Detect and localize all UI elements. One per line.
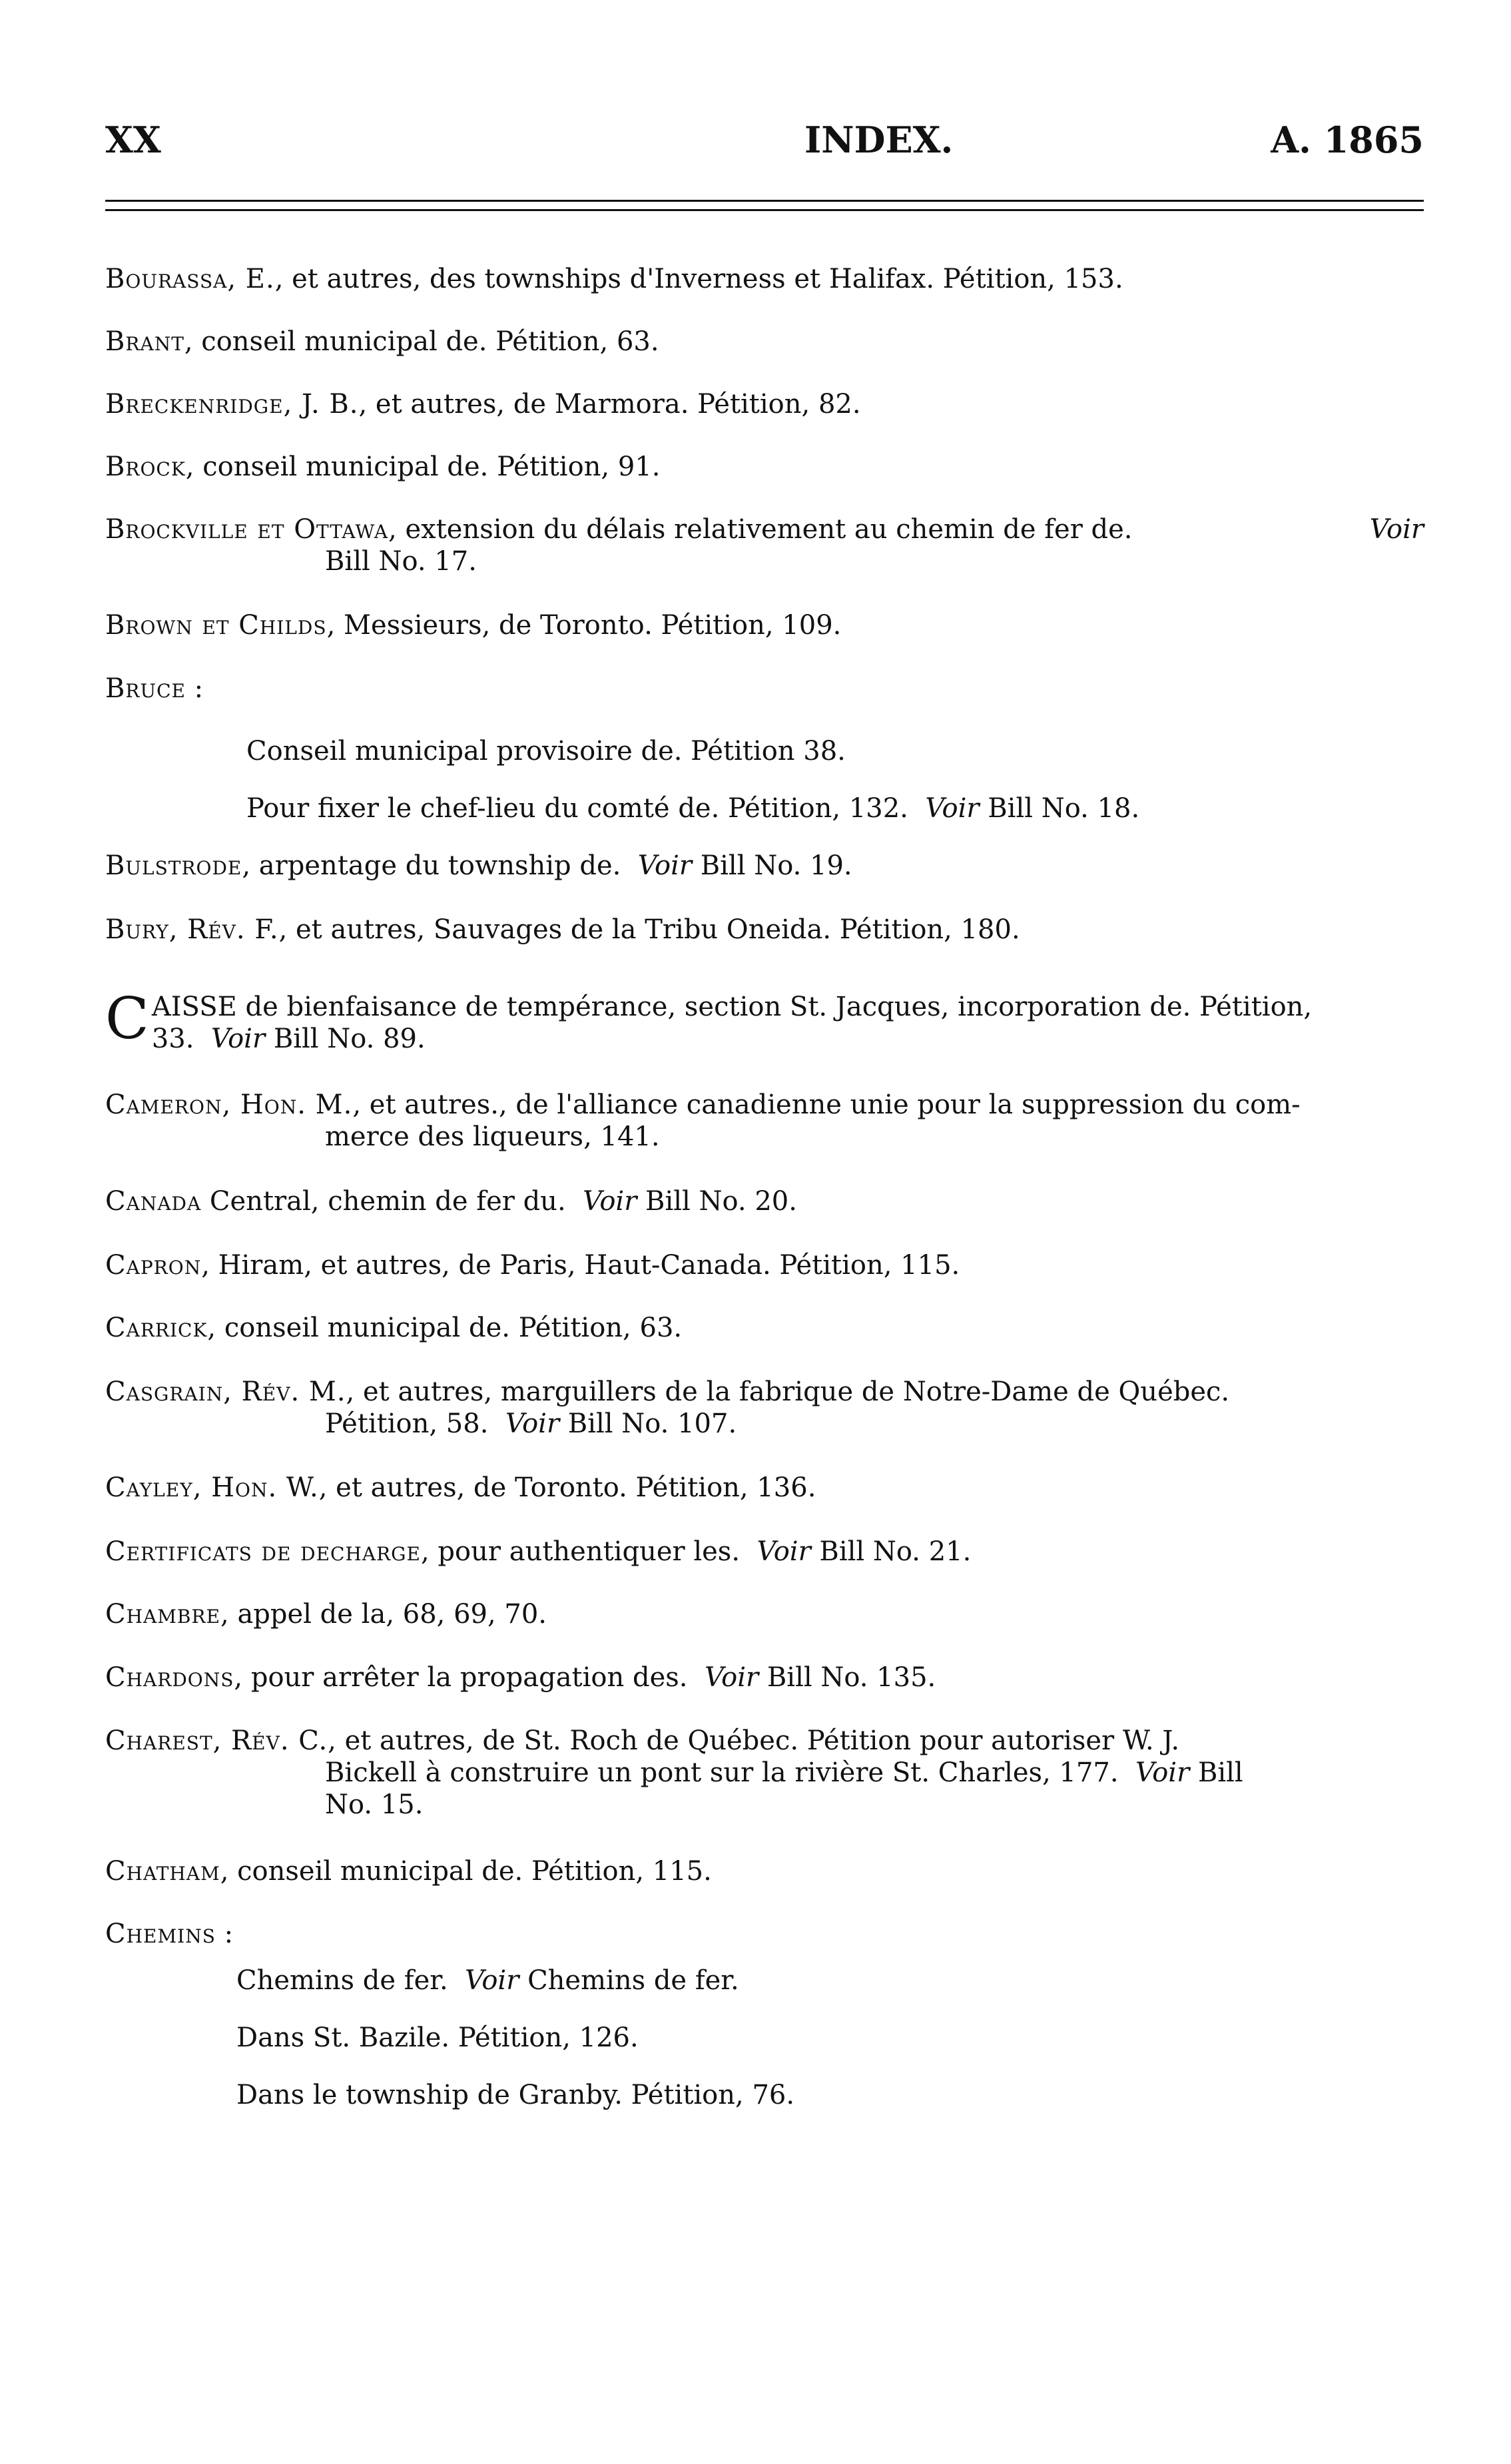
page-header <box>105 119 1424 178</box>
entry-name: Casgrain, Rév. M. <box>105 1377 346 1407</box>
entry-continuation: merce des liqueurs, 141. <box>325 1121 660 1152</box>
index-entry-chambre <box>105 1598 1424 1630</box>
entry-name: Breckenridge, J. B. <box>105 389 359 420</box>
entry-name: Brockville et Ottawa <box>105 514 389 545</box>
index-entry-brock <box>105 451 1424 483</box>
entry-name: Cameron, Hon. M. <box>105 1089 353 1120</box>
entry-name: Carrick <box>105 1313 208 1343</box>
entry-name: Brant <box>105 326 184 357</box>
page-title: INDEX. <box>804 119 954 161</box>
entry-name: Charest, Rév. C. <box>105 1725 328 1756</box>
entry-text: , et autres, de St. Roch de Québec. Pétition pour autoriser W. J. <box>328 1725 1180 1756</box>
entry-text: : <box>215 1919 234 1949</box>
entry-continuation: Bill No. 17. <box>325 546 477 577</box>
entry-text: , conseil municipal de. Pétition, 63. <box>184 326 659 357</box>
entry-text: : <box>185 673 204 704</box>
index-entry-casgrain <box>105 1376 1424 1440</box>
entry-text: Central, chemin de fer du. <box>201 1186 566 1217</box>
entry-name: Canada <box>105 1186 202 1217</box>
chemins-subentry-chemins-de-fer <box>236 1965 1408 1997</box>
voir-label: Voir <box>505 1408 560 1439</box>
bill-reference: Bill No. 20. <box>645 1186 797 1217</box>
entry-name: Brown et Childs <box>105 610 327 641</box>
volume-year: A. 1865 <box>1271 119 1424 161</box>
entry-text: , et autres, de Marmora. Pétition, 82. <box>358 389 861 420</box>
header-rule-bottom <box>105 209 1424 211</box>
entry-text: , conseil municipal de. Pétition, 63. <box>207 1313 683 1343</box>
index-entry-canada <box>105 1185 1424 1217</box>
entry-name: Chatham <box>105 1856 220 1887</box>
voir-label: Voir <box>1369 514 1424 545</box>
entry-text: , appel de la, 68, 69, 70. <box>220 1599 547 1630</box>
entry-text: , et autres, Sauvages de la Tribu Oneida. Pétition, 180. <box>278 914 1020 945</box>
index-entry-chardons <box>105 1662 1424 1694</box>
header-rule-top <box>105 200 1424 202</box>
entry-text: , pour authentiquer les. <box>421 1536 741 1567</box>
entry-text-cont: 33. <box>151 1024 194 1054</box>
entry-name: Chemins <box>105 1919 216 1949</box>
voir-label: Voir <box>925 793 980 824</box>
entry-name: Capron <box>105 1250 202 1281</box>
index-entry-cameron <box>105 1089 1424 1153</box>
index-entry-brown <box>105 609 1424 641</box>
bill-reference: Bill No. 19. <box>700 850 852 881</box>
voir-label: Voir <box>704 1662 759 1693</box>
cross-reference: Chemins de fer. <box>527 1965 739 1996</box>
index-entry-breckenridge <box>105 388 1424 420</box>
entry-text: , et autres, des townships d'Inverness et Halifax. Pétition, 153. <box>274 264 1123 294</box>
entry-name: Brock <box>105 452 186 482</box>
voir-label: Voir <box>1135 1757 1190 1788</box>
entry-continuation: Bickell à construire un pont sur la rivière St. Charles, 177. <box>325 1757 1119 1788</box>
entry-text: Chemins de fer. <box>236 1965 448 1996</box>
voir-label: Voir <box>637 850 693 881</box>
entry-text: , et autres, marguillers de la fabrique de Notre-Dame de Québec. <box>346 1377 1230 1407</box>
bill-reference: Bill No. 107. <box>567 1408 737 1439</box>
entry-name: Chardons <box>105 1662 234 1693</box>
index-entry-chemins <box>105 1918 1424 1950</box>
bill-reference: Bill No. 89. <box>273 1024 426 1054</box>
index-entry-charest <box>105 1725 1424 1821</box>
bill-reference: Bill <box>1197 1757 1243 1788</box>
bruce-subentry-chef-lieu <box>246 792 1418 824</box>
bruce-subentry-conseil: Conseil municipal provisoire de. Pétition 38. <box>246 736 846 767</box>
index-entry-bourassa <box>105 263 1424 295</box>
bill-reference: Bill No. 135. <box>766 1662 936 1693</box>
voir-label: Voir <box>465 1965 519 1996</box>
entry-text: , et autres, de Toronto. Pétition, 136. <box>318 1472 816 1503</box>
index-entry-carrick <box>105 1312 1424 1344</box>
entry-name: Bury, Rév. F. <box>105 914 279 945</box>
index-entry-caisse <box>105 986 1424 1055</box>
entry-name: Chambre <box>105 1599 221 1630</box>
entry-text: , arpentage du township de. <box>242 850 621 881</box>
entry-text: , pour arrêter la propagation des. <box>234 1662 688 1693</box>
index-entry-chatham <box>105 1855 1424 1887</box>
voir-label: Voir <box>756 1536 811 1567</box>
voir-label: Voir <box>210 1024 266 1054</box>
index-entry-brockville <box>105 513 1424 577</box>
entry-text: Pour fixer le chef-lieu du comté de. Pétition, 132. <box>246 793 908 824</box>
entry-name: Cayley, Hon. W. <box>105 1472 319 1503</box>
bill-reference: Bill No. 18. <box>988 793 1140 824</box>
entry-text: , extension du délais relativement au chemin de fer de. <box>388 514 1133 545</box>
voir-label: Voir <box>583 1186 637 1217</box>
index-entry-bury <box>105 914 1424 946</box>
entry-name: Bourassa, E. <box>105 264 275 294</box>
bill-reference: Bill No. 21. <box>819 1536 972 1567</box>
entry-text: AISSE de bienfaisance de tempérance, section St. Jacques, incorporation de. Pétition, <box>151 992 1313 1022</box>
entry-name: Bruce <box>105 673 186 704</box>
index-entry-bulstrode <box>105 850 1424 882</box>
entry-continuation-2: No. 15. <box>325 1789 424 1820</box>
drop-cap: C <box>105 986 149 1052</box>
entry-text: , Messieurs, de Toronto. Pétition, 109. <box>326 610 842 641</box>
page-number: XX <box>105 119 161 161</box>
entry-name: Bulstrode <box>105 850 242 881</box>
entry-continuation: Pétition, 58. <box>325 1408 489 1439</box>
index-entry-capron <box>105 1249 1424 1281</box>
chemins-subentry-granby: Dans le township de Granby. Pétition, 76. <box>236 2080 795 2110</box>
entry-text: , et autres., de l'alliance canadienne unie pour la suppression du com- <box>352 1089 1301 1120</box>
index-entry-bruce <box>105 673 1424 705</box>
entry-text: , Hiram, et autres, de Paris, Haut-Canada. Pétition, 115. <box>201 1250 960 1281</box>
chemins-subentry-st-bazile: Dans St. Bazile. Pétition, 126. <box>236 2022 639 2053</box>
index-entry-cayley <box>105 1472 1424 1504</box>
index-entry-certificats <box>105 1536 1424 1568</box>
index-entry-brant <box>105 326 1424 358</box>
entry-text: , conseil municipal de. Pétition, 91. <box>185 452 661 482</box>
entry-name: Certificats de decharge <box>105 1536 421 1567</box>
entry-text: , conseil municipal de. Pétition, 115. <box>220 1856 712 1887</box>
